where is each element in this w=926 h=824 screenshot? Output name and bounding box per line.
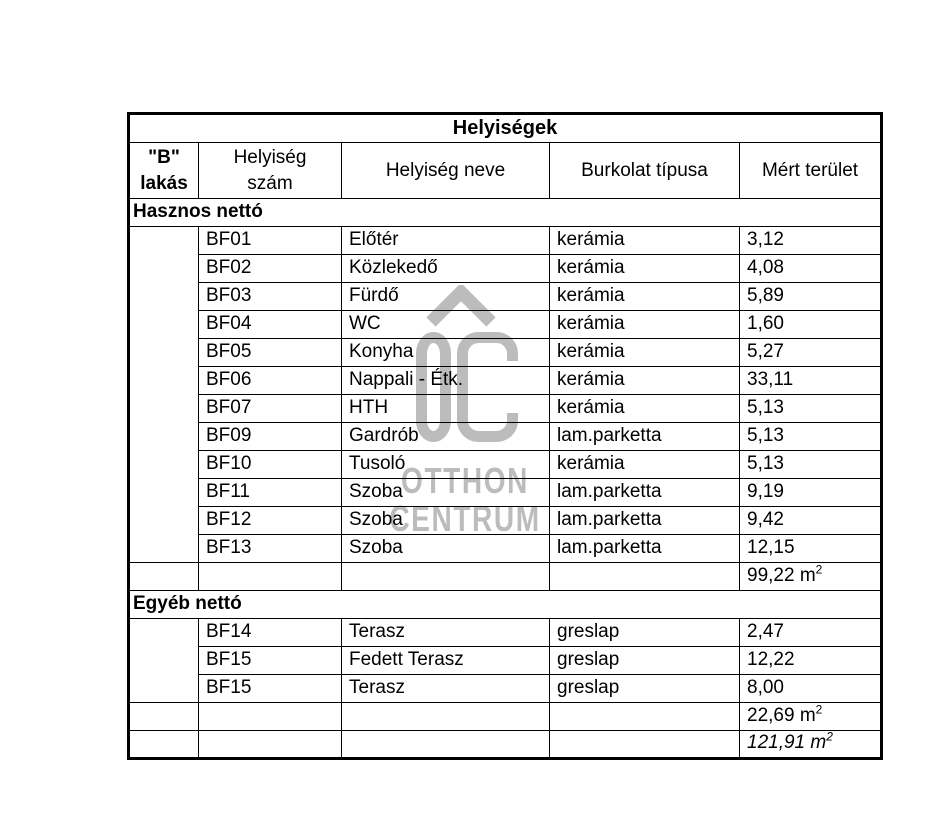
rooms-table <box>127 112 883 760</box>
room-number-cell: BF10 <box>199 451 342 479</box>
apartment-column-cell <box>129 227 199 563</box>
empty-cell <box>342 563 550 591</box>
table-row <box>129 283 882 311</box>
table-row <box>129 339 882 367</box>
empty-cell <box>199 563 342 591</box>
empty-cell <box>550 731 740 759</box>
room-number-cell: BF14 <box>199 619 342 647</box>
section-label: Hasznos nettó <box>129 199 882 227</box>
column-header-3: Burkolat típusa <box>550 143 740 199</box>
area-cell: 33,11 <box>740 367 882 395</box>
empty-cell <box>129 563 199 591</box>
area-cell: 1,60 <box>740 311 882 339</box>
room-name-cell: Konyha <box>342 339 550 367</box>
empty-cell <box>342 703 550 731</box>
surface-type-cell: lam.parketta <box>550 423 740 451</box>
room-name-cell: Tusoló <box>342 451 550 479</box>
area-cell: 5,89 <box>740 283 882 311</box>
room-number-cell: BF01 <box>199 227 342 255</box>
table-row <box>129 395 882 423</box>
table-row <box>129 255 882 283</box>
grand-total-row <box>129 731 882 759</box>
title-row <box>129 114 882 143</box>
room-number-cell: BF06 <box>199 367 342 395</box>
table-row <box>129 423 882 451</box>
room-number-cell: BF12 <box>199 507 342 535</box>
surface-type-cell: lam.parketta <box>550 479 740 507</box>
watermark-line1: OTTHON <box>401 460 529 501</box>
table-row <box>129 479 882 507</box>
empty-cell <box>199 731 342 759</box>
room-number-cell: BF09 <box>199 423 342 451</box>
room-name-cell: Közlekedő <box>342 255 550 283</box>
watermark-line2: CENTRUM <box>389 498 541 539</box>
surface-type-cell: kerámia <box>550 255 740 283</box>
surface-type-cell: kerámia <box>550 227 740 255</box>
surface-type-cell: kerámia <box>550 395 740 423</box>
area-cell: 9,19 <box>740 479 882 507</box>
column-header-4: Mért terület <box>740 143 882 199</box>
room-name-cell: Előtér <box>342 227 550 255</box>
surface-type-cell: kerámia <box>550 311 740 339</box>
table-row <box>129 619 882 647</box>
table-row <box>129 535 882 563</box>
room-number-cell: BF03 <box>199 283 342 311</box>
surface-type-cell: kerámia <box>550 339 740 367</box>
table-row <box>129 451 882 479</box>
area-cell: 9,42 <box>740 507 882 535</box>
room-name-cell: Fürdő <box>342 283 550 311</box>
room-name-cell: Gardrób <box>342 423 550 451</box>
apartment-column-cell <box>129 619 199 703</box>
section-total-value: 22,69 $m^2$ <box>740 703 882 731</box>
room-name-cell: Szoba <box>342 535 550 563</box>
surface-type-cell: greslap <box>550 647 740 675</box>
table-row <box>129 675 882 703</box>
column-header-1: Helyiség szám <box>199 143 342 199</box>
column-header-2: Helyiség neve <box>342 143 550 199</box>
table-body <box>129 199 882 759</box>
grand-total-value: 121,91 $m^2$ <box>740 731 882 759</box>
room-name-cell: Nappali - Étk. <box>342 367 550 395</box>
room-name-cell: WC <box>342 311 550 339</box>
room-number-cell: BF15 <box>199 675 342 703</box>
section-row-1 <box>129 591 882 619</box>
room-name-cell: Terasz <box>342 619 550 647</box>
table-row <box>129 227 882 255</box>
room-number-cell: BF02 <box>199 255 342 283</box>
area-cell: 5,13 <box>740 395 882 423</box>
table-row <box>129 507 882 535</box>
surface-type-cell: greslap <box>550 619 740 647</box>
area-cell: 2,47 <box>740 619 882 647</box>
section-row-0 <box>129 199 882 227</box>
room-number-cell: BF05 <box>199 339 342 367</box>
room-number-cell: BF04 <box>199 311 342 339</box>
room-name-cell: Szoba <box>342 507 550 535</box>
table-row <box>129 647 882 675</box>
empty-cell <box>550 563 740 591</box>
surface-type-cell: kerámia <box>550 283 740 311</box>
section-label: Egyéb nettó <box>129 591 882 619</box>
room-name-cell: Szoba <box>342 479 550 507</box>
area-cell: 5,13 <box>740 423 882 451</box>
room-number-cell: BF15 <box>199 647 342 675</box>
surface-type-cell: greslap <box>550 675 740 703</box>
surface-type-cell: lam.parketta <box>550 507 740 535</box>
surface-type-cell: lam.parketta <box>550 535 740 563</box>
empty-cell <box>199 703 342 731</box>
room-name-cell: Fedett Terasz <box>342 647 550 675</box>
area-cell: 12,15 <box>740 535 882 563</box>
empty-cell <box>550 703 740 731</box>
area-cell: 5,27 <box>740 339 882 367</box>
area-cell: 3,12 <box>740 227 882 255</box>
room-number-cell: BF13 <box>199 535 342 563</box>
area-cell: 5,13 <box>740 451 882 479</box>
area-cell: 8,00 <box>740 675 882 703</box>
header-row <box>129 143 882 199</box>
section-total-row <box>129 703 882 731</box>
empty-cell <box>129 703 199 731</box>
table-title: Helyiségek <box>129 114 882 143</box>
room-number-cell: BF11 <box>199 479 342 507</box>
empty-cell <box>129 731 199 759</box>
room-number-cell: BF07 <box>199 395 342 423</box>
table-row <box>129 367 882 395</box>
room-name-cell: Terasz <box>342 675 550 703</box>
section-total-value: 99,22 $m^2$ <box>740 563 882 591</box>
surface-type-cell: kerámia <box>550 367 740 395</box>
section-total-row <box>129 563 882 591</box>
room-name-cell: HTH <box>342 395 550 423</box>
area-cell: 4,08 <box>740 255 882 283</box>
area-cell: 12,22 <box>740 647 882 675</box>
surface-type-cell: kerámia <box>550 451 740 479</box>
table-layer <box>127 112 883 760</box>
column-header-0: "B" lakás <box>129 143 199 199</box>
empty-cell <box>342 731 550 759</box>
table-row <box>129 311 882 339</box>
